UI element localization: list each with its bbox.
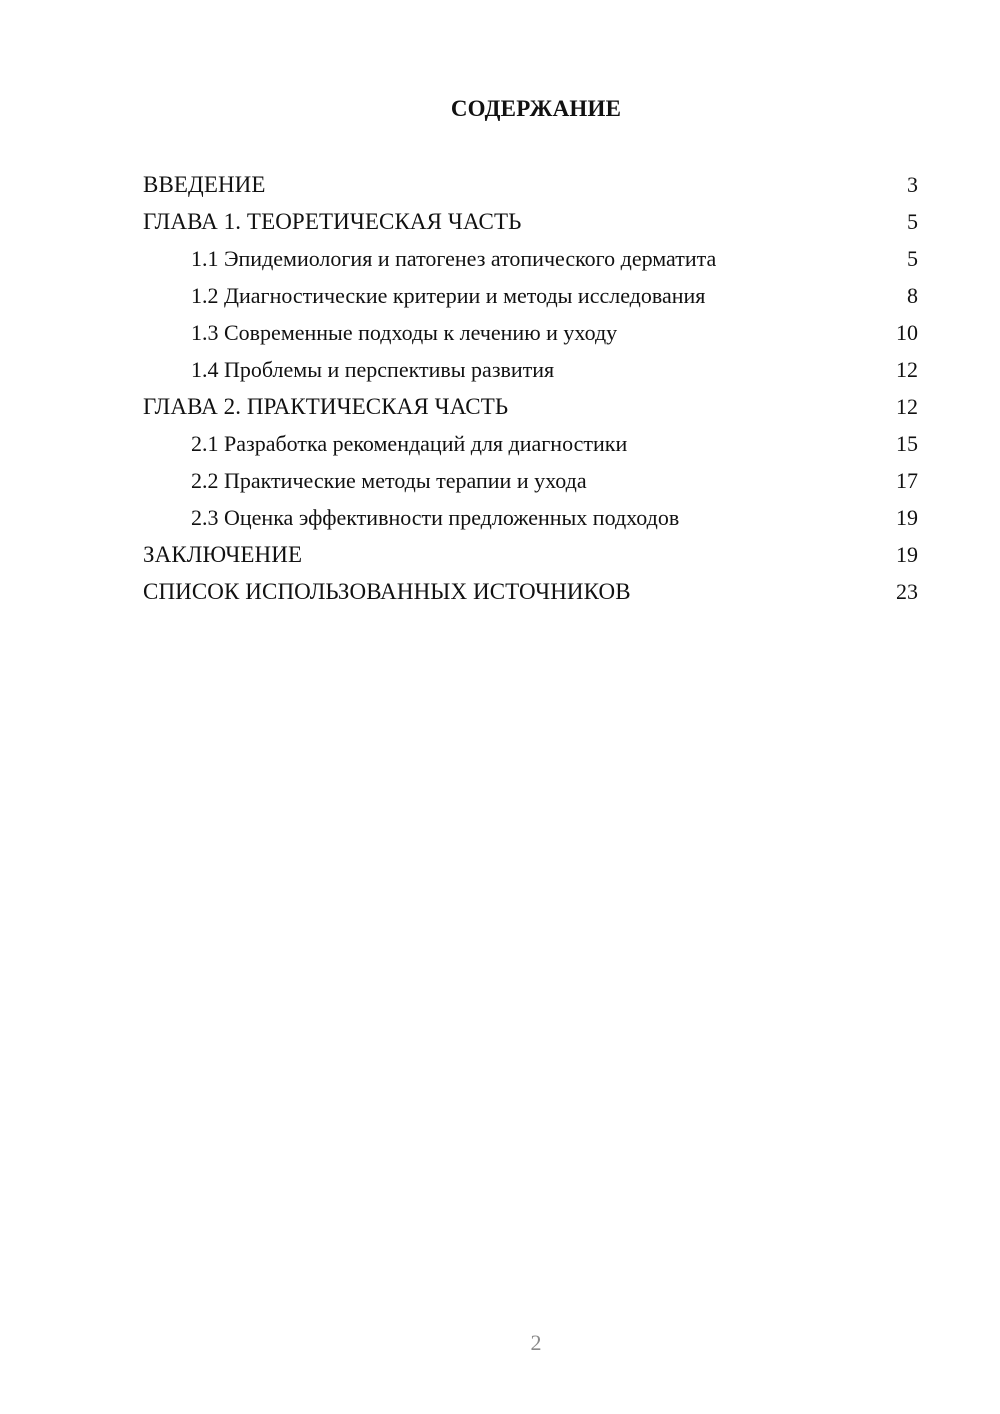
toc-entry-label: 1.3 Современные подходы к лечению и уходу (191, 320, 618, 345)
toc-entry-page: 5 (907, 246, 918, 271)
toc-entry-page: 12 (896, 357, 918, 382)
toc-entry-label: 2.3 Оценка эффективности предложенных подходов (191, 505, 680, 530)
toc-entry[interactable] (143, 573, 918, 610)
toc-subentry[interactable] (143, 499, 918, 536)
toc-entry-label: 2.1 Разработка рекомендаций для диагностики (191, 431, 628, 456)
toc-entry-page: 3 (907, 172, 918, 197)
table-of-contents (143, 166, 918, 610)
toc-entry-label: 1.4 Проблемы и перспективы развития (191, 357, 555, 382)
toc-entry-label: ГЛАВА 2. ПРАКТИЧЕСКАЯ ЧАСТЬ (143, 394, 509, 419)
toc-entry-page: 8 (907, 283, 918, 308)
toc-entry-page: 17 (896, 468, 918, 493)
toc-entry-page: 15 (896, 431, 918, 456)
toc-subentry[interactable] (143, 425, 918, 462)
toc-entry[interactable] (143, 536, 918, 573)
page-number: 2 (530, 1330, 542, 1355)
toc-entry-label: СПИСОК ИСПОЛЬЗОВАННЫХ ИСТОЧНИКОВ (143, 579, 631, 604)
toc-entry-page: 23 (896, 579, 918, 604)
toc-entry-label: 1.1 Эпидемиология и патогенез атопического дерматита (191, 246, 717, 271)
toc-entry-label: ВВЕДЕНИЕ (143, 172, 266, 197)
toc-subentry[interactable] (143, 351, 918, 388)
page-title: СОДЕРЖАНИЕ (450, 96, 622, 121)
toc-entry-label: 2.2 Практические методы терапии и ухода (191, 468, 587, 493)
toc-entry-label: ЗАКЛЮЧЕНИЕ (143, 542, 303, 567)
toc-subentry[interactable] (143, 240, 918, 277)
toc-entry-page: 12 (896, 394, 918, 419)
toc-subentry[interactable] (143, 462, 918, 499)
toc-entry[interactable] (143, 166, 918, 203)
toc-entry-page: 19 (896, 505, 918, 530)
toc-entry[interactable] (143, 203, 918, 240)
toc-entry-label: ГЛАВА 1. ТЕОРЕТИЧЕСКАЯ ЧАСТЬ (143, 209, 522, 234)
toc-subentry[interactable] (143, 314, 918, 351)
toc-entry-label: 1.2 Диагностические критерии и методы исследования (191, 283, 706, 308)
toc-entry-page: 10 (896, 320, 918, 345)
toc-entry-page: 19 (896, 542, 918, 567)
toc-entry[interactable] (143, 388, 918, 425)
toc-subentry[interactable] (143, 277, 918, 314)
toc-entry-page: 5 (907, 209, 918, 234)
